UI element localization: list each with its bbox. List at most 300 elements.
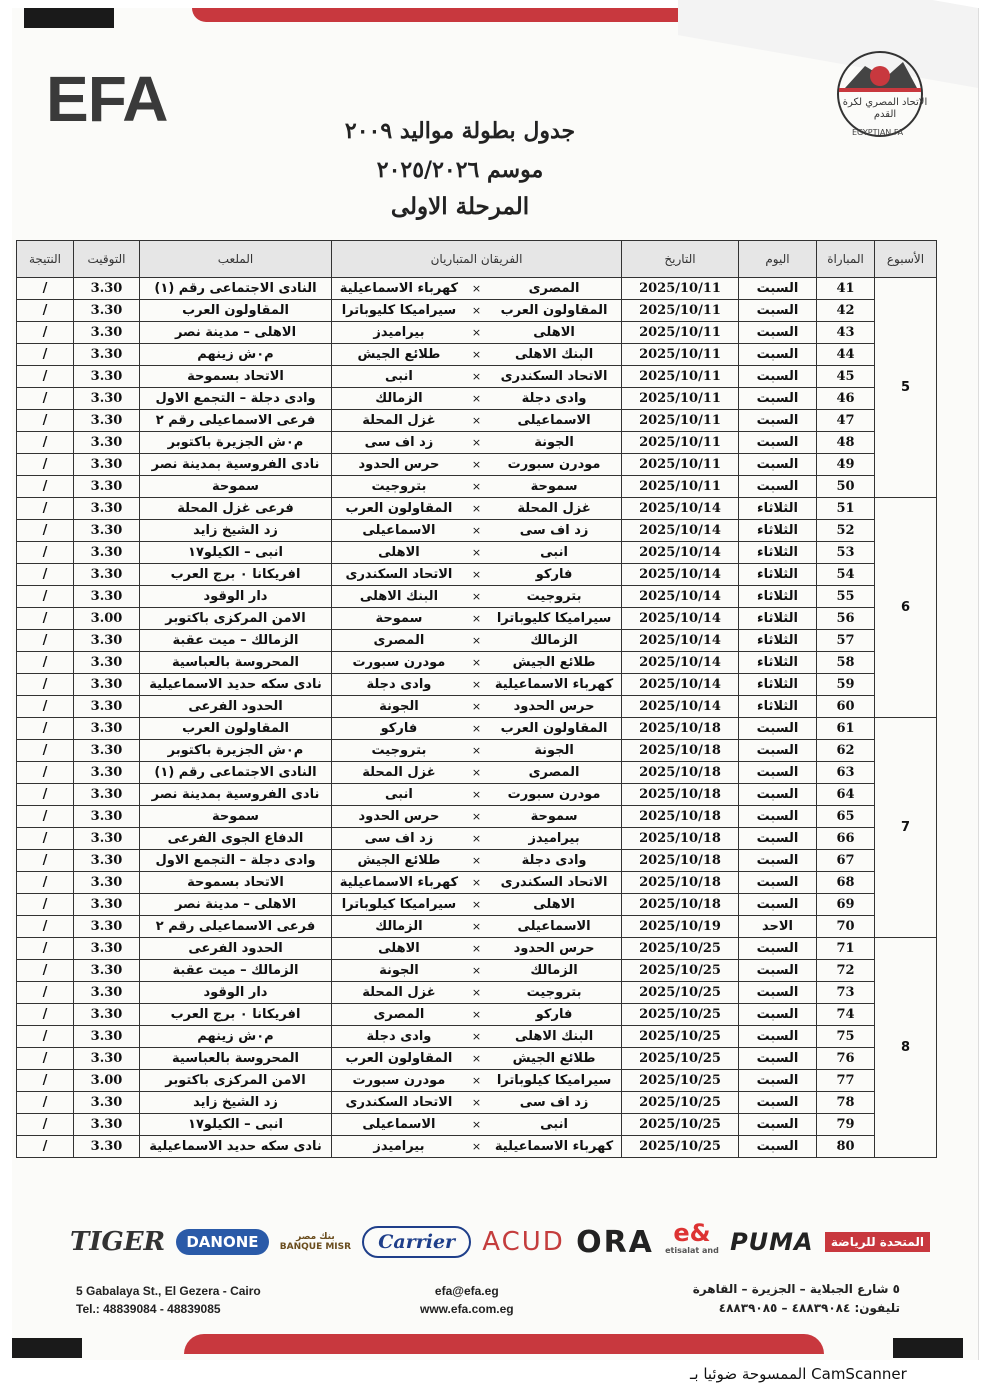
- match-number: 73: [817, 982, 875, 1004]
- home-team: انبى: [540, 1117, 568, 1132]
- match-time: 3.30: [74, 322, 140, 344]
- table-row: [17, 762, 937, 784]
- home-team: طلائع الجيش: [512, 655, 596, 670]
- match-date: 2025/10/25: [622, 1026, 739, 1048]
- match-date: 2025/10/25: [622, 938, 739, 960]
- match-venue: وادى دجلة – التجمع الاول: [140, 388, 332, 410]
- away-team: الاتحاد السكندرى: [345, 567, 453, 582]
- match-result: /: [17, 762, 74, 784]
- match-venue: افريكانا ٠ برج العرب: [140, 1004, 332, 1026]
- vs-symbol: ×: [471, 876, 482, 889]
- match-time: 3.30: [74, 872, 140, 894]
- home-team: الجونة: [534, 743, 574, 758]
- home-team: كهرباء الاسماعيلية: [494, 677, 614, 692]
- vs-symbol: ×: [471, 392, 482, 405]
- week-cell: 7: [875, 718, 937, 938]
- bottom-black-stripe-right: [893, 1338, 963, 1358]
- away-team: زد اف سى: [364, 831, 434, 846]
- match-day: السبت: [739, 762, 817, 784]
- match-venue: زد الشيخ زايد: [140, 1092, 332, 1114]
- match-teams: [332, 718, 622, 740]
- danone-logo: DANONE: [176, 1229, 268, 1255]
- col-date-header: التاريخ: [622, 241, 739, 278]
- table-row: [17, 850, 937, 872]
- etisalat-logo: [665, 1219, 719, 1260]
- match-time: 3.30: [74, 652, 140, 674]
- match-date: 2025/10/11: [622, 344, 739, 366]
- match-date: 2025/10/18: [622, 784, 739, 806]
- match-time: 3.30: [74, 410, 140, 432]
- match-result: /: [17, 366, 74, 388]
- match-venue: الدفاع الجوى الفرعى: [140, 828, 332, 850]
- match-result: /: [17, 960, 74, 982]
- match-number: 70: [817, 916, 875, 938]
- home-team: المقاولون العرب: [500, 303, 608, 318]
- match-venue: المحروسة بالعباسية: [140, 1048, 332, 1070]
- vs-symbol: ×: [471, 678, 482, 691]
- match-time: 3.30: [74, 696, 140, 718]
- match-venue: م٠ش زينهم: [140, 1026, 332, 1048]
- match-day: السبت: [739, 388, 817, 410]
- match-number: 41: [817, 278, 875, 300]
- away-team: فاركو: [380, 721, 418, 736]
- match-date: 2025/10/25: [622, 1114, 739, 1136]
- table-row: [17, 586, 937, 608]
- vs-symbol: ×: [471, 656, 482, 669]
- match-venue: افريكانا ٠ برج العرب: [140, 564, 332, 586]
- puma-logo: PUMA: [730, 1228, 814, 1256]
- match-result: /: [17, 542, 74, 564]
- match-teams: [332, 894, 622, 916]
- col-time-header: التوقيت: [74, 241, 140, 278]
- away-team: الاهلى: [378, 941, 420, 956]
- match-day: السبت: [739, 872, 817, 894]
- email-link[interactable]: efa@efa.eg: [434, 1284, 499, 1298]
- match-number: 50: [817, 476, 875, 498]
- match-number: 67: [817, 850, 875, 872]
- table-row: [17, 1136, 937, 1158]
- match-teams: [332, 1136, 622, 1158]
- match-result: /: [17, 410, 74, 432]
- match-teams: [332, 850, 622, 872]
- match-time: 3.30: [74, 366, 140, 388]
- match-teams: [332, 762, 622, 784]
- match-venue: نادى سكه حديد الاسماعيلية: [140, 674, 332, 696]
- match-number: 45: [817, 366, 875, 388]
- vs-symbol: ×: [471, 1030, 482, 1043]
- home-team: كهرباء الاسماعيلية: [494, 1139, 614, 1154]
- away-team: انبى: [385, 787, 413, 802]
- table-row: [17, 960, 937, 982]
- match-time: 3.30: [74, 542, 140, 564]
- match-date: 2025/10/18: [622, 762, 739, 784]
- away-team: انبى: [385, 369, 413, 384]
- vs-symbol: ×: [471, 700, 482, 713]
- match-result: /: [17, 784, 74, 806]
- away-team: طلائع الجيش: [357, 853, 441, 868]
- match-venue: الاتحاد بسموحة: [140, 366, 332, 388]
- schedule-table: [16, 240, 937, 1158]
- away-team: الاسماعيلى: [362, 1117, 436, 1132]
- match-result: /: [17, 454, 74, 476]
- match-result: /: [17, 476, 74, 498]
- match-day: السبت: [739, 432, 817, 454]
- crest-arabic-text: الاتحاد المصري لكرة القدم: [842, 97, 928, 120]
- vs-symbol: ×: [471, 568, 482, 581]
- match-result: /: [17, 674, 74, 696]
- match-day: السبت: [739, 806, 817, 828]
- match-teams: [332, 366, 622, 388]
- match-time: 3.30: [74, 850, 140, 872]
- match-result: /: [17, 1114, 74, 1136]
- match-number: 68: [817, 872, 875, 894]
- footer-address-english: [76, 1282, 261, 1318]
- table-row: [17, 344, 937, 366]
- home-team: انبى: [540, 545, 568, 560]
- match-day: السبت: [739, 1136, 817, 1158]
- egyptian-fa-crest-icon: [825, 48, 935, 140]
- table-row: [17, 652, 937, 674]
- match-teams: [332, 520, 622, 542]
- vs-symbol: ×: [471, 766, 482, 779]
- away-team: غزل المحلة: [362, 765, 436, 780]
- away-team: مودرن سبورت: [352, 1073, 446, 1088]
- away-team: وادى دجلة: [366, 1029, 432, 1044]
- match-number: 51: [817, 498, 875, 520]
- match-date: 2025/10/11: [622, 410, 739, 432]
- table-row: [17, 872, 937, 894]
- match-day: السبت: [739, 1004, 817, 1026]
- match-day: السبت: [739, 828, 817, 850]
- home-team: الاسماعيلى: [517, 413, 591, 428]
- match-result: /: [17, 432, 74, 454]
- vs-symbol: ×: [471, 788, 482, 801]
- match-venue: م٠ش زينهم: [140, 344, 332, 366]
- week-cell: 6: [875, 498, 937, 718]
- home-team: المصرى: [528, 765, 580, 780]
- away-team: كهرباء الاسماعيلية: [339, 875, 459, 890]
- home-team: مودرن سبورت: [507, 457, 601, 472]
- match-time: 3.30: [74, 432, 140, 454]
- match-time: 3.30: [74, 960, 140, 982]
- away-team: طلائع الجيش: [357, 347, 441, 362]
- away-team: الاسماعيلى: [362, 523, 436, 538]
- vs-symbol: ×: [471, 1140, 482, 1153]
- match-teams: [332, 630, 622, 652]
- match-teams: [332, 476, 622, 498]
- home-team: الاتحاد السكندرى: [500, 875, 608, 890]
- match-result: /: [17, 806, 74, 828]
- home-team: الزمالك: [530, 633, 578, 648]
- table-row: [17, 630, 937, 652]
- match-number: 58: [817, 652, 875, 674]
- home-team: الاهلى: [533, 325, 575, 340]
- match-day: السبت: [739, 1114, 817, 1136]
- home-team: البنك الاهلى: [514, 1029, 594, 1044]
- match-number: 42: [817, 300, 875, 322]
- away-team: بيراميدز: [373, 325, 425, 340]
- table-row: [17, 1004, 937, 1026]
- match-time: 3.30: [74, 454, 140, 476]
- match-result: /: [17, 982, 74, 1004]
- match-date: 2025/10/14: [622, 520, 739, 542]
- match-result: /: [17, 696, 74, 718]
- match-date: 2025/10/25: [622, 960, 739, 982]
- away-team: غزل المحلة: [362, 985, 436, 1000]
- address-ar: ٥ شارع الجبلاية – الجزيرة – القاهرة: [692, 1282, 900, 1296]
- home-team: بتروجيت: [526, 589, 582, 604]
- match-venue: فرعى الاسماعيلى رقم ٢: [140, 410, 332, 432]
- match-teams: [332, 1070, 622, 1092]
- vs-symbol: ×: [471, 832, 482, 845]
- match-teams: [332, 740, 622, 762]
- match-day: السبت: [739, 344, 817, 366]
- col-venue-header: الملعب: [140, 241, 332, 278]
- match-result: /: [17, 388, 74, 410]
- match-number: 65: [817, 806, 875, 828]
- match-teams: [332, 344, 622, 366]
- match-teams: [332, 806, 622, 828]
- away-team: الاهلى: [378, 545, 420, 560]
- match-day: السبت: [739, 366, 817, 388]
- match-date: 2025/10/25: [622, 1136, 739, 1158]
- match-day: السبت: [739, 1070, 817, 1092]
- match-day: السبت: [739, 476, 817, 498]
- home-team: وادى دجلة: [521, 391, 587, 406]
- home-team: سموحة: [530, 809, 578, 824]
- match-teams: [332, 454, 622, 476]
- match-venue: الحدود الفرعى: [140, 696, 332, 718]
- match-venue: الاتحاد بسموحة: [140, 872, 332, 894]
- match-day: السبت: [739, 938, 817, 960]
- table-row: [17, 498, 937, 520]
- match-time: 3.30: [74, 784, 140, 806]
- match-teams: [332, 652, 622, 674]
- match-day: الثلاثاء: [739, 630, 817, 652]
- match-venue: سموحة: [140, 806, 332, 828]
- match-result: /: [17, 652, 74, 674]
- table-row: [17, 388, 937, 410]
- match-day: السبت: [739, 718, 817, 740]
- match-result: /: [17, 498, 74, 520]
- match-day: الثلاثاء: [739, 586, 817, 608]
- match-teams: [332, 784, 622, 806]
- match-number: 66: [817, 828, 875, 850]
- table-row: [17, 1070, 937, 1092]
- match-result: /: [17, 300, 74, 322]
- match-venue: زد الشيخ زايد: [140, 520, 332, 542]
- home-team: حرس الحدود: [513, 941, 595, 956]
- match-teams: [332, 586, 622, 608]
- match-time: 3.30: [74, 278, 140, 300]
- vs-symbol: ×: [471, 744, 482, 757]
- match-venue: المحروسة بالعباسية: [140, 652, 332, 674]
- match-teams: [332, 564, 622, 586]
- match-day: السبت: [739, 784, 817, 806]
- match-venue: نادى الفروسية بمدينة نصر: [140, 784, 332, 806]
- home-team: فاركو: [535, 567, 573, 582]
- match-time: 3.30: [74, 828, 140, 850]
- phone-ar: تليفون: ٤٨٨٣٩٠٨٤ – ٤٨٨٣٩٠٨٥: [718, 1301, 900, 1315]
- vs-symbol: ×: [471, 1008, 482, 1021]
- home-team: سيراميكا كليوباترا: [496, 611, 612, 626]
- table-row: [17, 894, 937, 916]
- match-teams: [332, 960, 622, 982]
- match-date: 2025/10/11: [622, 454, 739, 476]
- home-team: سموحة: [530, 479, 578, 494]
- table-row: [17, 322, 937, 344]
- match-day: السبت: [739, 278, 817, 300]
- match-time: 3.30: [74, 630, 140, 652]
- match-venue: الحدود الفرعى: [140, 938, 332, 960]
- match-result: /: [17, 1004, 74, 1026]
- table-row: [17, 828, 937, 850]
- match-number: 48: [817, 432, 875, 454]
- match-teams: [332, 608, 622, 630]
- week-cell: 5: [875, 278, 937, 498]
- match-result: /: [17, 608, 74, 630]
- match-venue: فرعى الاسماعيلى رقم ٢: [140, 916, 332, 938]
- match-number: 72: [817, 960, 875, 982]
- vs-symbol: ×: [471, 1118, 482, 1131]
- match-teams: [332, 1026, 622, 1048]
- vs-symbol: ×: [471, 436, 482, 449]
- away-team: سيراميكا كيلوباترا: [341, 897, 457, 912]
- away-team: وادى دجلة: [366, 677, 432, 692]
- banque-misr-logo: [280, 1232, 351, 1252]
- match-date: 2025/10/14: [622, 542, 739, 564]
- match-teams: [332, 674, 622, 696]
- match-number: 76: [817, 1048, 875, 1070]
- match-time: 3.30: [74, 1026, 140, 1048]
- away-team: زد اف سى: [364, 435, 434, 450]
- vs-symbol: ×: [471, 854, 482, 867]
- match-number: 59: [817, 674, 875, 696]
- table-row: [17, 696, 937, 718]
- sponsor-strip: [70, 1212, 930, 1272]
- match-date: 2025/10/11: [622, 300, 739, 322]
- match-day: السبت: [739, 894, 817, 916]
- match-date: 2025/10/14: [622, 498, 739, 520]
- match-result: /: [17, 564, 74, 586]
- vs-symbol: ×: [471, 612, 482, 625]
- match-number: 69: [817, 894, 875, 916]
- match-time: 3.30: [74, 982, 140, 1004]
- match-day: السبت: [739, 1048, 817, 1070]
- away-team: الزمالك: [375, 391, 423, 406]
- match-teams: [332, 982, 622, 1004]
- match-day: الثلاثاء: [739, 674, 817, 696]
- table-row: [17, 520, 937, 542]
- website-link[interactable]: www.efa.com.eg: [420, 1302, 514, 1316]
- vs-symbol: ×: [471, 986, 482, 999]
- table-row: [17, 366, 937, 388]
- match-result: /: [17, 828, 74, 850]
- home-team: زد اف سى: [519, 523, 589, 538]
- match-time: 3.30: [74, 1114, 140, 1136]
- table-row: [17, 432, 937, 454]
- match-number: 80: [817, 1136, 875, 1158]
- match-time: 3.30: [74, 674, 140, 696]
- match-venue: انبى – الكيلو١٧: [140, 542, 332, 564]
- match-time: 3.30: [74, 1004, 140, 1026]
- table-row: [17, 542, 937, 564]
- home-team: طلائع الجيش: [512, 1051, 596, 1066]
- match-day: السبت: [739, 322, 817, 344]
- match-time: 3.30: [74, 1136, 140, 1158]
- vs-symbol: ×: [471, 370, 482, 383]
- col-result-header: النتيجة: [17, 241, 74, 278]
- table-row: [17, 278, 937, 300]
- schedule-body: [17, 278, 937, 1158]
- tiger-logo: TIGER: [70, 1227, 166, 1257]
- match-result: /: [17, 586, 74, 608]
- match-result: /: [17, 278, 74, 300]
- match-date: 2025/10/11: [622, 278, 739, 300]
- camscanner-watermark: الممسوحة ضوئيا بـ CamScanner: [690, 1365, 907, 1383]
- match-day: الثلاثاء: [739, 608, 817, 630]
- top-black-stripe: [24, 8, 114, 28]
- match-teams: [332, 872, 622, 894]
- table-row: [17, 608, 937, 630]
- table-row: [17, 1092, 937, 1114]
- away-team: الزمالك: [375, 919, 423, 934]
- acud-logo: ACUD: [482, 1227, 565, 1257]
- match-day: الثلاثاء: [739, 542, 817, 564]
- match-date: 2025/10/14: [622, 608, 739, 630]
- away-team: حرس الحدود: [358, 457, 440, 472]
- match-day: السبت: [739, 1092, 817, 1114]
- match-number: 52: [817, 520, 875, 542]
- match-venue: المقاولون العرب: [140, 718, 332, 740]
- match-date: 2025/10/11: [622, 366, 739, 388]
- col-teams-header: الفريقان المتباريان: [332, 241, 622, 278]
- home-team: سيراميكا كيلوباترا: [496, 1073, 612, 1088]
- match-time: 3.30: [74, 498, 140, 520]
- match-venue: النادى الاجتماعى رقم (١): [140, 762, 332, 784]
- vs-symbol: ×: [471, 282, 482, 295]
- table-row: [17, 718, 937, 740]
- match-date: 2025/10/11: [622, 388, 739, 410]
- vs-symbol: ×: [471, 898, 482, 911]
- vs-symbol: ×: [471, 920, 482, 933]
- match-time: 3.30: [74, 740, 140, 762]
- match-number: 63: [817, 762, 875, 784]
- match-result: /: [17, 1136, 74, 1158]
- match-number: 78: [817, 1092, 875, 1114]
- match-teams: [332, 300, 622, 322]
- match-number: 53: [817, 542, 875, 564]
- match-venue: الاهلى – مدينة نصر: [140, 322, 332, 344]
- match-day: الثلاثاء: [739, 498, 817, 520]
- match-result: /: [17, 322, 74, 344]
- col-match-header: المباراة: [817, 241, 875, 278]
- match-date: 2025/10/14: [622, 586, 739, 608]
- home-team: بتروجيت: [526, 985, 582, 1000]
- banque-misr-english: BANQUE MISR: [279, 1242, 352, 1252]
- match-result: /: [17, 1092, 74, 1114]
- table-row: [17, 564, 937, 586]
- home-team: الاتحاد السكندرى: [500, 369, 608, 384]
- match-result: /: [17, 740, 74, 762]
- away-team: بتروجيت: [371, 743, 427, 758]
- match-day: السبت: [739, 454, 817, 476]
- home-team: الزمالك: [530, 963, 578, 978]
- home-team: زد اف سى: [519, 1095, 589, 1110]
- table-row: [17, 674, 937, 696]
- table-row: [17, 938, 937, 960]
- away-team: بتروجيت: [371, 479, 427, 494]
